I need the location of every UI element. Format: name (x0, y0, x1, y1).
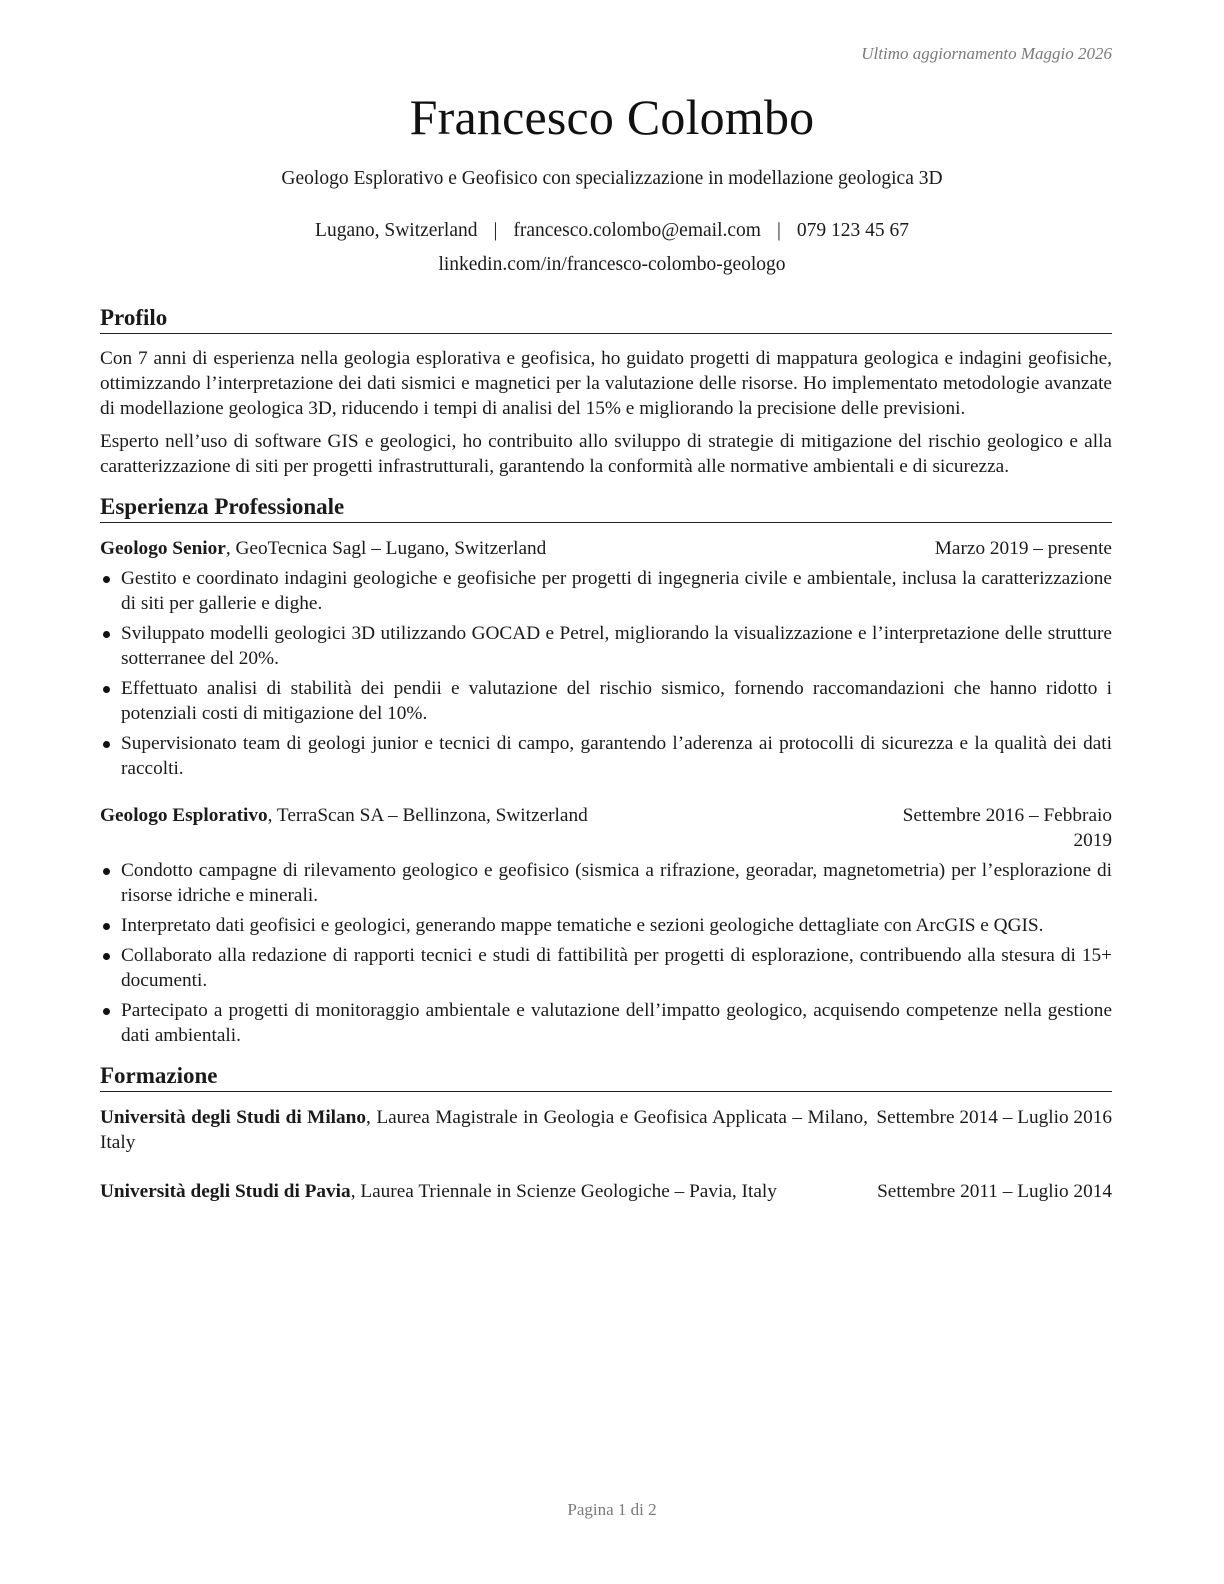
education-header (100, 1105, 1112, 1155)
job-header (100, 536, 1112, 561)
education-detail: , Laurea Magistrale in Geologia e Geofisica Applicata – Milano, Italy (100, 1107, 868, 1153)
education-title-line (100, 1105, 876, 1155)
education-school: Università degli Studi di Milano (100, 1107, 367, 1128)
job-company: , TerraScan SA – Bellinzona, Switzerland (267, 805, 588, 826)
job-bullet: Supervisionato team di geologi junior e tecnici di campo, garantendo l’aderenza ai protocolli di sicurezza e la qualità dei dati raccolti. (100, 731, 1112, 781)
education-dates: Settembre 2011 – Luglio 2014 (877, 1181, 1112, 1202)
education-school: Università degli Studi di Pavia (100, 1181, 351, 1202)
contact-location: Lugano, Switzerland (315, 220, 478, 241)
contact-email[interactable]: francesco.colombo@email.com (513, 220, 761, 241)
section-heading-education: Formazione (100, 1062, 1112, 1092)
experience-section (100, 493, 1112, 1048)
education-entry (100, 1105, 1112, 1155)
job-bullet: Partecipato a progetti di monitoraggio ambientale e valutazione dell’impatto geologico, acquisendo competenze nella gestione dati ambientali. (100, 998, 1112, 1048)
job-company: , GeoTecnica Sagl – Lugano, Switzerland (225, 538, 547, 559)
job-bullet: Gestito e coordinato indagini geologiche e geofisiche per progetti di ingegneria civile e ambientale, inclusa la caratterizzazione di siti per gallerie e dighe. (100, 566, 1112, 616)
education-header (100, 1179, 1112, 1204)
job-bullets (100, 566, 1112, 781)
job-entry (100, 803, 1112, 1048)
profile-paragraph: Con 7 anni di esperienza nella geologia esplorativa e geofisica, ho guidato progetti di mappatura geologica e indagini geofisiche, ottimizzando l’interpretazione dei dati sismici e magnetici per la valutazione delle risorse. Ho implementato metodologie avanzate di modellazione geologica 3D, riducendo i tempi di analisi del 15% e migliorando la precisione delle previsioni. (100, 348, 1112, 419)
page-number: Pagina 1 di 2 (567, 1500, 657, 1519)
section-heading-experience: Esperienza Professionale (100, 493, 1112, 523)
section-heading-profile: Profilo (100, 304, 1112, 334)
job-title-line (100, 803, 877, 828)
job-bullet: Sviluppato modelli geologici 3D utilizzando GOCAD e Petrel, migliorando la visualizzazione e l’interpretazione delle strutture sotterranee del 20%. (100, 621, 1112, 671)
candidate-headline: Geologo Esplorativo e Geofisico con specializzazione in modellazione geologica 3D (281, 168, 943, 189)
candidate-name: Francesco Colombo (409, 89, 815, 145)
education-section (100, 1062, 1112, 1204)
linkedin-link[interactable]: linkedin.com/in/francesco-colombo-geologo (438, 254, 786, 275)
resume-content (100, 304, 1112, 1204)
job-dates: Marzo 2019 – presente (934, 538, 1112, 559)
education-title-line (100, 1179, 876, 1204)
contact-phone[interactable]: 079 123 45 67 (796, 220, 909, 241)
job-title-line (100, 536, 935, 561)
job-bullet: Effettuato analisi di stabilità dei pendii e valutazione del rischio sismico, fornendo raccomandazioni che hanno ridotto i potenziali costi di mitigazione del 10%. (100, 676, 1112, 726)
job-dates: Settembre 2016 – Febbraio 2019 (902, 805, 1112, 851)
job-role: Geologo Esplorativo (100, 805, 268, 826)
education-detail: , Laurea Triennale in Scienze Geologiche – Pavia, Italy (350, 1181, 777, 1202)
education-dates: Settembre 2014 – Luglio 2016 (876, 1107, 1112, 1128)
contact-line (0, 220, 1224, 242)
job-bullet: Collaborato alla redazione di rapporti tecnici e studi di fattibilità per progetti di esplorazione, contribuendo alla stesura di 15+ documenti. (100, 943, 1112, 993)
last-updated: Ultimo aggiornamento Maggio 2026 (861, 44, 1112, 63)
education-entry (100, 1179, 1112, 1204)
profile-section (100, 304, 1112, 479)
job-bullet: Condotto campagne di rilevamento geologico e geofisico (sismica a rifrazione, georadar, magnetometria) per l’esplorazione di risorse idriche e minerali. (100, 858, 1112, 908)
profile-paragraph: Esperto nell’uso di software GIS e geologici, ho contribuito allo sviluppo di strategie di mitigazione del rischio geologico e alla caratterizzazione di siti per progetti infrastrutturali, garantendo la conformità alle normative ambientali e di sicurezza. (100, 431, 1112, 477)
job-entry (100, 536, 1112, 781)
job-header (100, 803, 1112, 853)
job-bullet: Interpretato dati geofisici e geologici, generando mappe tematiche e sezioni geologiche dettagliate con ArcGIS e QGIS. (100, 913, 1112, 938)
job-bullets (100, 858, 1112, 1048)
contact-separator: | (493, 220, 498, 241)
contact-separator: | (776, 220, 781, 241)
job-role: Geologo Senior (100, 538, 226, 559)
